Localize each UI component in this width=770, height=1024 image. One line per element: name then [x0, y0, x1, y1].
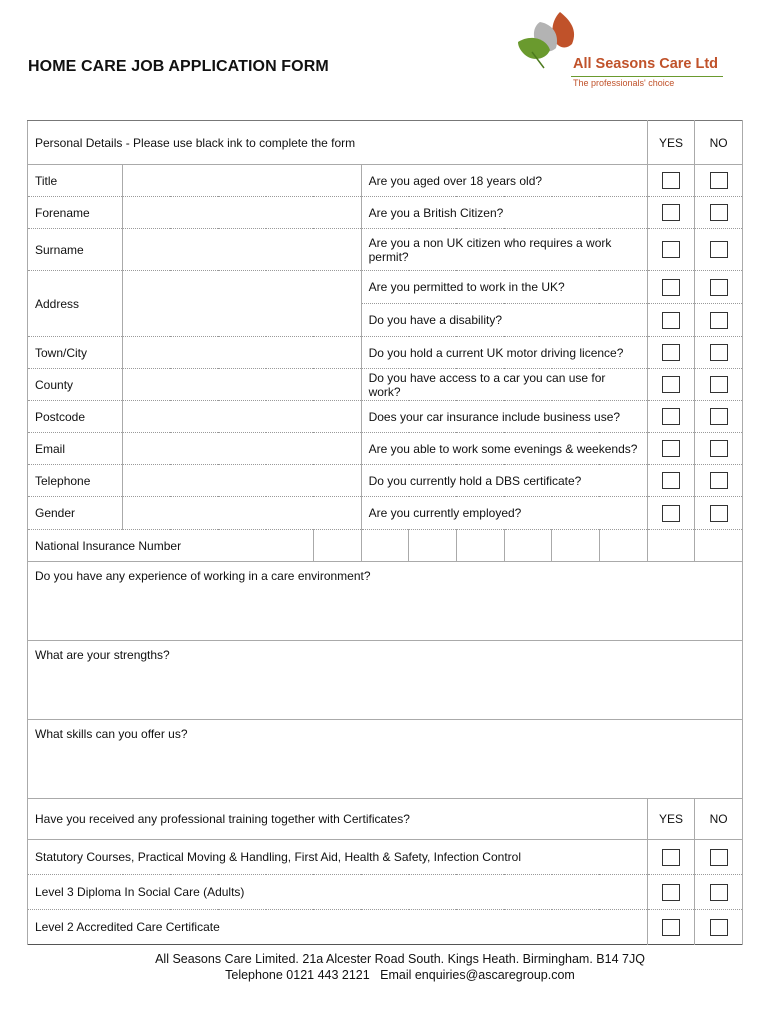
strengths-question: What are your strengths?: [35, 648, 170, 662]
care-experience-question: Do you have any experience of working in a care environment?: [35, 569, 371, 583]
aged-over-18-yes-checkbox[interactable]: [647, 165, 695, 197]
footer: [0, 951, 770, 983]
question-driving-licence: Do you hold a current UK motor driving licence?: [361, 337, 647, 369]
town-city-input[interactable]: [123, 337, 361, 369]
aged-over-18-no-checkbox[interactable]: [695, 165, 743, 197]
no-column-header: NO: [695, 121, 743, 165]
ni-number-box[interactable]: [456, 530, 504, 562]
field-label-forename: Forename: [28, 197, 123, 229]
field-label-town-city: Town/City: [28, 337, 123, 369]
training-yes-column-header: YES: [647, 799, 695, 840]
field-label-telephone: Telephone: [28, 465, 123, 497]
logo-name: All Seasons Care Ltd: [573, 56, 719, 72]
business-insurance-no-checkbox[interactable]: [695, 401, 743, 433]
british-citizen-no-checkbox[interactable]: [695, 197, 743, 229]
driving-licence-no-checkbox[interactable]: [695, 337, 743, 369]
question-business-insurance: Does your car insurance include business use?: [361, 401, 647, 433]
leaves-icon: [510, 8, 580, 74]
access-to-car-yes-checkbox[interactable]: [647, 369, 695, 401]
question-aged-over-18: Are you aged over 18 years old?: [361, 165, 647, 197]
field-label-email: Email: [28, 433, 123, 465]
statutory-courses-yes-checkbox[interactable]: [647, 840, 695, 875]
field-label-county: County: [28, 369, 123, 401]
permitted-to-work-no-checkbox[interactable]: [695, 271, 743, 304]
field-label-surname: Surname: [28, 229, 123, 271]
strengths-answer-area[interactable]: [28, 641, 743, 720]
skills-answer-area[interactable]: [28, 720, 743, 799]
business-insurance-yes-checkbox[interactable]: [647, 401, 695, 433]
evenings-weekends-no-checkbox[interactable]: [695, 433, 743, 465]
level-2-certificate-no-checkbox[interactable]: [695, 910, 743, 945]
work-permit-no-checkbox[interactable]: [695, 229, 743, 271]
question-permitted-to-work: Are you permitted to work in the UK?: [361, 271, 647, 304]
question-work-permit: Are you a non UK citizen who requires a work permit?: [361, 229, 647, 271]
ni-number-box[interactable]: [361, 530, 409, 562]
training-item-statutory-courses: Statutory Courses, Practical Moving & Handling, First Aid, Health & Safety, Infection Control: [28, 840, 648, 875]
care-experience-answer-area[interactable]: [28, 562, 743, 641]
county-input[interactable]: [123, 369, 361, 401]
work-permit-yes-checkbox[interactable]: [647, 229, 695, 271]
logo-rule: [571, 76, 723, 77]
dbs-certificate-yes-checkbox[interactable]: [647, 465, 695, 497]
ni-number-box[interactable]: [313, 530, 361, 562]
british-citizen-yes-checkbox[interactable]: [647, 197, 695, 229]
question-dbs-certificate: Do you currently hold a DBS certificate?: [361, 465, 647, 497]
gender-input[interactable]: [123, 497, 361, 530]
forename-input[interactable]: [123, 197, 361, 229]
training-item-level-3-diploma: Level 3 Diploma In Social Care (Adults): [28, 875, 648, 910]
field-label-gender: Gender: [28, 497, 123, 530]
disability-no-checkbox[interactable]: [695, 304, 743, 337]
footer-address: All Seasons Care Limited. 21a Alcester Road South. Kings Heath. Birmingham. B14 7JQ: [155, 952, 645, 966]
ni-number-box[interactable]: [552, 530, 600, 562]
permitted-to-work-yes-checkbox[interactable]: [647, 271, 695, 304]
level-3-diploma-no-checkbox[interactable]: [695, 875, 743, 910]
level-3-diploma-yes-checkbox[interactable]: [647, 875, 695, 910]
statutory-courses-no-checkbox[interactable]: [695, 840, 743, 875]
access-to-car-no-checkbox[interactable]: [695, 369, 743, 401]
field-label-address: Address: [28, 271, 123, 337]
question-disability: Do you have a disability?: [361, 304, 647, 337]
footer-contact: Telephone 0121 443 2121 Email enquiries@ascaregroup.com: [225, 968, 575, 982]
page-title: HOME CARE JOB APPLICATION FORM: [28, 58, 329, 75]
ni-number-box[interactable]: [409, 530, 457, 562]
training-item-level-2-certificate: Level 2 Accredited Care Certificate: [28, 910, 648, 945]
training-heading: Have you received any professional training together with Certificates?: [28, 799, 648, 840]
currently-employed-yes-checkbox[interactable]: [647, 497, 695, 530]
driving-licence-yes-checkbox[interactable]: [647, 337, 695, 369]
disability-yes-checkbox[interactable]: [647, 304, 695, 337]
company-logo: [510, 8, 735, 90]
email-input[interactable]: [123, 433, 361, 465]
surname-input[interactable]: [123, 229, 361, 271]
field-label-title: Title: [28, 165, 123, 197]
currently-employed-no-checkbox[interactable]: [695, 497, 743, 530]
application-form: [27, 120, 743, 945]
field-label-postcode: Postcode: [28, 401, 123, 433]
title-input[interactable]: [123, 165, 361, 197]
question-evenings-weekends: Are you able to work some evenings & weekends?: [361, 433, 647, 465]
ni-number-box[interactable]: [647, 530, 695, 562]
training-no-column-header: NO: [695, 799, 743, 840]
yes-column-header: YES: [647, 121, 695, 165]
telephone-input[interactable]: [123, 465, 361, 497]
postcode-input[interactable]: [123, 401, 361, 433]
ni-number-box[interactable]: [504, 530, 552, 562]
question-access-to-car: Do you have access to a car you can use for work?: [361, 369, 647, 401]
dbs-certificate-no-checkbox[interactable]: [695, 465, 743, 497]
personal-details-heading: Personal Details - Please use black ink to complete the form: [28, 121, 648, 165]
question-currently-employed: Are you currently employed?: [361, 497, 647, 530]
ni-number-box[interactable]: [599, 530, 647, 562]
ni-number-box[interactable]: [695, 530, 743, 562]
ni-number-label: National Insurance Number: [28, 530, 314, 562]
logo-tagline: The professionals' choice: [573, 78, 675, 88]
question-british-citizen: Are you a British Citizen?: [361, 197, 647, 229]
evenings-weekends-yes-checkbox[interactable]: [647, 433, 695, 465]
skills-question: What skills can you offer us?: [35, 727, 188, 741]
address-input[interactable]: [123, 271, 361, 337]
level-2-certificate-yes-checkbox[interactable]: [647, 910, 695, 945]
